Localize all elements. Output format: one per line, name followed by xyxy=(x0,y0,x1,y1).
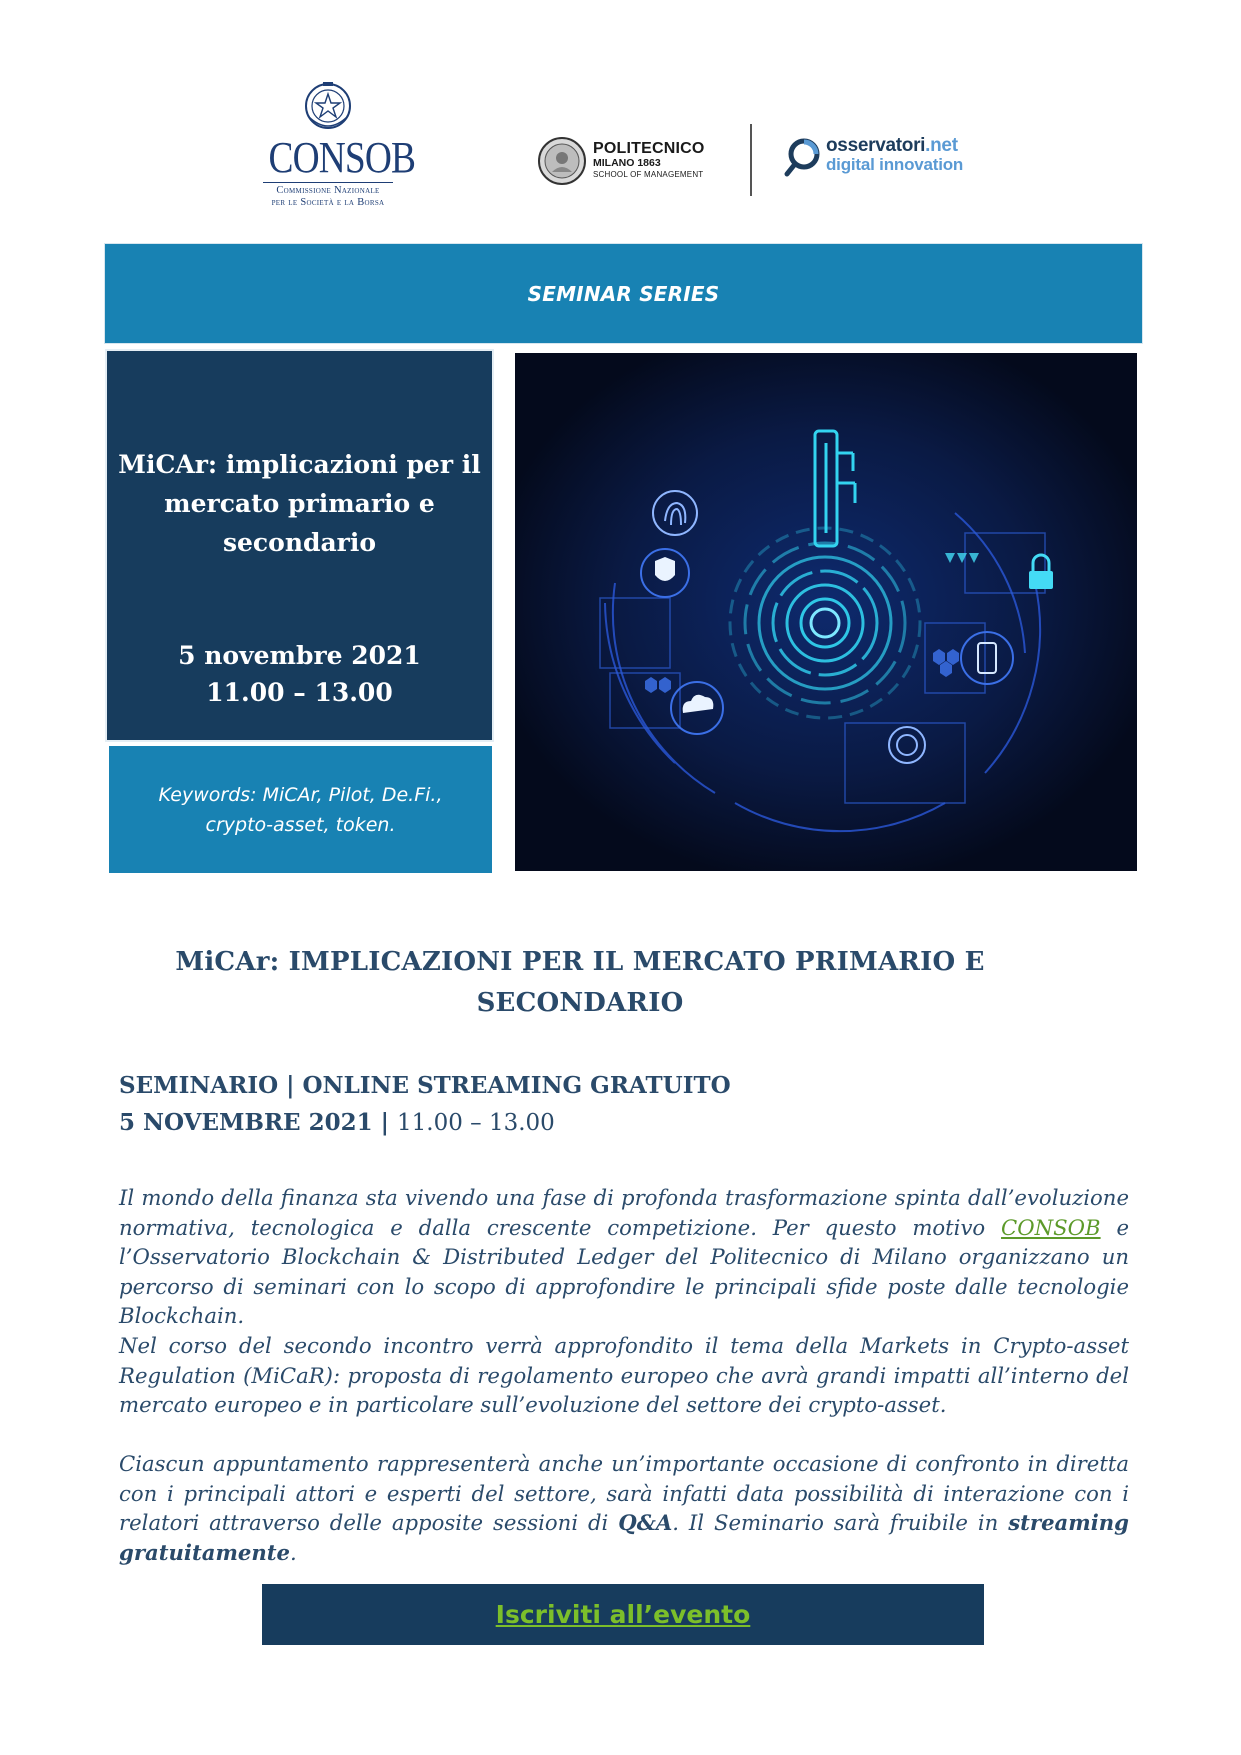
register-button-label[interactable]: Iscriviti all’evento xyxy=(495,1600,751,1629)
politecnico-logo xyxy=(537,136,727,188)
consob-subtitle xyxy=(258,185,398,209)
politecnico-line1: POLITECNICO xyxy=(593,140,705,157)
consob-rule xyxy=(263,182,393,183)
consob-link[interactable]: CONSOB xyxy=(1001,1214,1101,1240)
description-paragraph-1 xyxy=(119,1183,1129,1331)
magnifier-icon xyxy=(784,138,822,178)
digital-key-illustration xyxy=(515,353,1137,871)
seminar-time: 11.00 – 13.00 xyxy=(397,1110,555,1136)
seminar-type-line: SEMINARIO | ONLINE STREAMING GRATUITO xyxy=(119,1072,731,1099)
event-title: MiCAr: implicazioni per il mercato primario e secondario xyxy=(118,450,481,557)
register-button[interactable] xyxy=(262,1584,984,1645)
para3-text-a: Ciascun appuntamento rappresenterà anche un’importante occasione di confronto in diretta con i principali attori e esperti del settore, sarà infatti data possibilità di interazione con i relatori attraverso delle apposite sessioni di xyxy=(119,1451,1129,1536)
para3-qa: Q&A xyxy=(618,1510,673,1536)
seminar-series-banner xyxy=(105,244,1142,343)
osservatori-text xyxy=(826,136,963,174)
seminar-date: 5 NOVEMBRE 2021 xyxy=(119,1109,373,1136)
consob-subtitle-line2: per le Società e la Borsa xyxy=(271,197,385,208)
main-heading-line1: MiCAr: IMPLICAZIONI PER IL MERCATO PRIMARIO E xyxy=(175,947,985,977)
keywords-text: Keywords: MiCAr, Pilot, De.Fi., crypto-asset, token. xyxy=(158,783,443,836)
para1-text-a: Il mondo della finanza sta vivendo una fase di profonda trasformazione spinta dall’evoluzione normativa, tecnologica e dalla crescente competizione. Per questo motivo xyxy=(119,1185,1129,1240)
para3-text-e: . xyxy=(290,1539,297,1565)
politecnico-line3: SCHOOL OF MANAGEMENT xyxy=(593,170,704,179)
keywords-box xyxy=(109,746,492,873)
seminar-date-line xyxy=(119,1107,555,1139)
osservatori-name-suffix: .net xyxy=(925,135,958,156)
banner-title: SEMINAR SERIES xyxy=(527,281,720,306)
osservatori-name xyxy=(826,136,963,156)
hero-image xyxy=(515,353,1137,871)
event-datetime xyxy=(107,637,492,711)
politecnico-line2: MILANO 1863 xyxy=(593,157,661,169)
event-time: 11.00 – 13.00 xyxy=(206,678,393,707)
osservatori-logo xyxy=(784,136,984,180)
para3-text-c: . Il Seminario sarà fruibile in xyxy=(672,1510,1009,1536)
event-title-box xyxy=(107,351,492,740)
logo-divider xyxy=(750,124,752,196)
consob-wordmark: CONSOB xyxy=(268,133,416,182)
consob-logo xyxy=(258,78,416,210)
consob-subtitle-line1: Commissione Nazionale xyxy=(276,185,380,196)
italian-emblem-icon xyxy=(302,78,354,134)
osservatori-tagline: digital innovation xyxy=(826,155,964,174)
politecnico-text xyxy=(593,140,705,180)
main-heading-line2: SECONDARIO xyxy=(476,988,684,1018)
date-separator: | xyxy=(372,1109,397,1136)
description-paragraph-3 xyxy=(119,1449,1129,1567)
description-paragraph-2: Nel corso del secondo incontro verrà approfondito il tema della Markets in Crypto-asset Regulation (MiCaR): proposta di regolamento europeo che avrà grandi impatti all’interno del mercato europeo e in particolare sull’evoluzione del settore dei crypto-asset. xyxy=(119,1333,1129,1418)
para3-streaming: streaming gratuitamente xyxy=(119,1510,1129,1565)
para1-text-b: e l’Osservatorio Blockchain & Distributed Ledger del Politecnico di Milano organizzano un percorso di seminari con lo scopo di approfondire le principali sfide poste dalle tecnologie Blockchain. xyxy=(119,1214,1129,1329)
osservatori-name-main: osservatori xyxy=(826,135,926,156)
main-heading xyxy=(120,942,1040,1024)
event-date: 5 novembre 2021 xyxy=(178,641,421,670)
politecnico-seal-icon xyxy=(537,136,587,186)
